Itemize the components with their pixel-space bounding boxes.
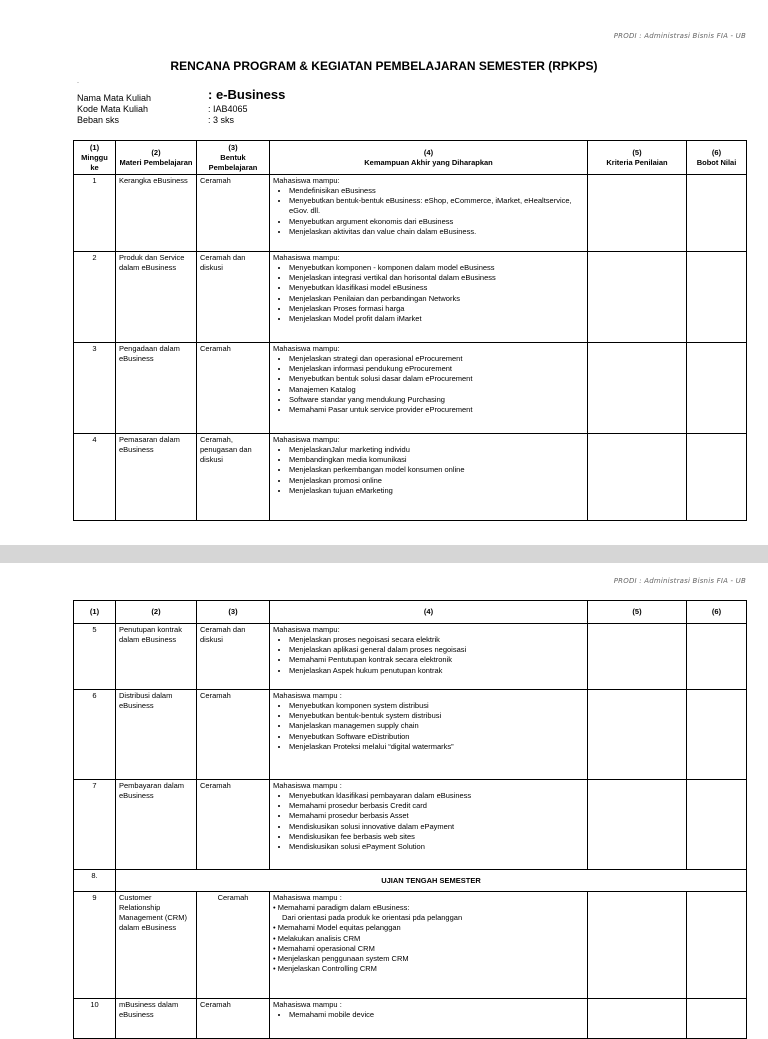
table-row xyxy=(74,690,747,780)
kemampuan-item: • Menjelaskan aplikasi general dalam proses negoisasi xyxy=(289,645,584,655)
course-sks-value: : 3 sks xyxy=(208,115,235,125)
materi-cell: Kerangka eBusiness xyxy=(116,175,197,252)
kemampuan-list xyxy=(273,186,584,237)
kemampuan-item: • Memahami operasional CRM xyxy=(273,944,584,954)
materi-cell: Pembayaran dalam eBusiness xyxy=(116,780,197,870)
table-1-body xyxy=(74,175,747,521)
header-bentuk-num: (3) xyxy=(228,142,238,152)
kemampuan-item: • Memahami prosedur berbasis Credit card xyxy=(289,801,584,811)
week-cell: 4 xyxy=(74,434,116,521)
header-materi xyxy=(116,141,197,175)
kriteria-cell xyxy=(588,999,687,1039)
kemampuan-item: • Menyebutkan klasifikasi pembayaran dalam eBusiness xyxy=(289,791,584,801)
kemampuan-intro: Mahasiswa mampu : xyxy=(273,1000,342,1009)
kemampuan-item: • MenjelaskanJalur marketing individu xyxy=(289,445,584,455)
kriteria-cell xyxy=(588,624,687,690)
metode-cell: Ceramah xyxy=(197,780,270,870)
header-materi-num: (2) xyxy=(151,147,161,157)
kemampuan-list xyxy=(273,635,584,676)
kemampuan-item: • Menjelaskan Proses formasi harga xyxy=(289,304,584,314)
kemampuan-cell xyxy=(270,999,588,1039)
materi-cell: Customer Relationship Management (CRM) dalam eBusiness xyxy=(116,892,197,999)
kemampuan-cell xyxy=(270,892,588,999)
kemampuan-item: • Menyebutkan Software eDistribution xyxy=(289,732,584,742)
bobot-cell xyxy=(687,343,747,434)
table-row xyxy=(74,343,747,434)
materi-cell: Pengadaan dalam eBusiness xyxy=(116,343,197,434)
kemampuan-item: • Memahami Pasar untuk service provider eProcurement xyxy=(289,405,584,415)
metode-cell: Ceramah dan diskusi xyxy=(197,624,270,690)
kriteria-cell xyxy=(588,780,687,870)
bobot-cell xyxy=(687,690,747,780)
table-row xyxy=(74,252,747,343)
header-note-page2: PRODI : Administrasi Bisnis FIA - UB xyxy=(613,577,746,585)
kemampuan-intro: Mahasiswa mampu: xyxy=(273,625,340,634)
kemampuan-intro: Mahasiswa mampu: xyxy=(273,176,340,185)
kemampuan-item: • Mendiskusikan fee berbasis web sites xyxy=(289,832,584,842)
header-week-text1: Minggu xyxy=(81,152,108,162)
rpkps-table-2 xyxy=(73,600,747,1039)
metode-cell: Ceramah xyxy=(197,343,270,434)
kemampuan-item: • Menjelaskan integrasi vertikal dan horisontal dalam eBusiness xyxy=(289,273,584,283)
kemampuan-intro: Mahasiswa mampu : xyxy=(273,893,342,902)
week-cell: 10 xyxy=(74,999,116,1039)
course-name-value: : e-Business xyxy=(208,87,286,102)
bobot-cell xyxy=(687,624,747,690)
week-cell: 6 xyxy=(74,690,116,780)
header-kriteria-text: Kriteria Penilaian xyxy=(606,157,668,167)
header-bobot-text: Bobot Nilai xyxy=(696,157,737,167)
course-code-value: : IAB4065 xyxy=(208,104,248,114)
kemampuan-item: • Software standar yang mendukung Purchasing xyxy=(289,395,584,405)
page-2 xyxy=(0,563,768,1024)
week-cell: 3 xyxy=(74,343,116,434)
header-bentuk-text: Bentuk Pembelajaran xyxy=(208,152,258,172)
kemampuan-list xyxy=(273,701,584,752)
kriteria-cell xyxy=(588,690,687,780)
kemampuan-cell xyxy=(270,780,588,870)
header-kemampuan-num: (4) xyxy=(423,147,434,157)
week-cell: 1 xyxy=(74,175,116,252)
metode-cell: Ceramah xyxy=(197,175,270,252)
table-row xyxy=(74,999,747,1039)
materi-cell: Pemasaran dalam eBusiness xyxy=(116,434,197,521)
kriteria-cell xyxy=(588,175,687,252)
rpkps-table-1 xyxy=(73,140,747,521)
kemampuan-item: • Mendefinisikan eBusiness xyxy=(289,186,584,196)
kriteria-cell xyxy=(588,434,687,521)
kemampuan-item: • Menjelaskan Model profit dalam iMarket xyxy=(289,314,584,324)
metode-cell: Ceramah xyxy=(197,690,270,780)
small-dot: · xyxy=(77,80,79,86)
bobot-cell xyxy=(687,780,747,870)
header2-col5: (5) xyxy=(588,601,687,624)
kemampuan-cell xyxy=(270,252,588,343)
metode-cell: Ceramah xyxy=(197,999,270,1039)
header2-col2: (2) xyxy=(116,601,197,624)
course-name-label: Nama Mata Kuliah xyxy=(77,93,152,103)
bobot-cell xyxy=(687,252,747,343)
materi-cell: Produk dan Service dalam eBusiness xyxy=(116,252,197,343)
kemampuan-item: • Menjelaskan promosi online xyxy=(289,476,584,486)
header2-col4: (4) xyxy=(270,601,588,624)
kemampuan-item: • Manjelaskan managemen supply chain xyxy=(289,721,584,731)
kemampuan-item: • Membandingkan media komunikasi xyxy=(289,455,584,465)
course-sks-label: Beban sks xyxy=(77,115,120,125)
kemampuan-list xyxy=(273,1010,584,1020)
kemampuan-item: • Mendiskusikan solusi ePayment Solution xyxy=(289,842,584,852)
kemampuan-cell xyxy=(270,343,588,434)
kemampuan-cell xyxy=(270,175,588,252)
header-kriteria-num: (5) xyxy=(632,147,642,157)
kemampuan-item: • Menyebutkan argument ekonomis dari eBusiness xyxy=(289,217,584,227)
kemampuan-intro: Mahasiswa mampu: xyxy=(273,253,340,262)
header-bentuk xyxy=(197,141,270,175)
kemampuan-list xyxy=(273,791,584,852)
kemampuan-item: • Menyebutkan komponen system distribusi xyxy=(289,701,584,711)
kemampuan-cell xyxy=(270,434,588,521)
kemampuan-list xyxy=(273,354,584,415)
header-kriteria xyxy=(588,141,687,175)
kemampuan-item: • Menyebutkan bentuk-bentuk system distribusi xyxy=(289,711,584,721)
kemampuan-item: • Memahami Model equitas pelanggan xyxy=(273,923,584,933)
header-week-num: (1) xyxy=(89,142,100,152)
kemampuan-intro: Mahasiswa mampu : xyxy=(273,781,342,790)
kemampuan-item: • Menjelaskan aktivitas dan value chain dalam eBusiness. xyxy=(289,227,584,237)
kemampuan-item: • Menjelaskan Proteksi melalui “digital watermarks” xyxy=(289,742,584,752)
metode-cell: Ceramah xyxy=(197,892,270,999)
kemampuan-item: • Menjelaskan Aspek hukum penutupan kontrak xyxy=(289,666,584,676)
kemampuan-item: • Menyebutkan bentuk-bentuk eBusiness: eShop, eCommerce, iMarket, eHealtservice, eGov. dll. xyxy=(289,196,584,216)
kriteria-cell xyxy=(588,892,687,999)
kemampuan-item: • Menjelaskan tujuan eMarketing xyxy=(289,486,584,496)
kemampuan-item: • Memahami Pentutupan kontrak secara elektronik xyxy=(289,655,584,665)
materi-cell: mBusiness dalam eBusiness xyxy=(116,999,197,1039)
uts-text-cell: UJIAN TENGAH SEMESTER xyxy=(116,870,747,892)
kemampuan-item: • Memahami mobile device xyxy=(289,1010,584,1020)
header2-col1: (1) xyxy=(74,601,116,624)
uts-week-cell: 8. xyxy=(74,870,116,892)
kemampuan-intro: Mahasiswa mampu: xyxy=(273,344,340,353)
kemampuan-item: • Melakukan analisis CRM xyxy=(273,934,584,944)
header-week-text2: ke xyxy=(90,162,99,172)
kemampuan-item: • Menjelaskan Penilaian dan perbandingan Networks xyxy=(289,294,584,304)
kemampuan-item: • Manajemen Katalog xyxy=(289,385,584,395)
header-note: PRODI : Administrasi Bisnis FIA - UB xyxy=(613,32,746,40)
kemampuan-list xyxy=(273,445,584,496)
header2-col6: (6) xyxy=(687,601,747,624)
page-gap xyxy=(0,545,768,563)
kemampuan-subline: Dari orientasi pada produk ke orientasi pda pelanggan xyxy=(282,913,463,923)
metode-cell: Ceramah dan diskusi xyxy=(197,252,270,343)
kemampuan-list xyxy=(273,903,584,974)
metode-cell: Ceramah, penugasan dan diskusi xyxy=(197,434,270,521)
table-row xyxy=(74,434,747,521)
kemampuan-list xyxy=(273,263,584,324)
week-cell: 2 xyxy=(74,252,116,343)
header-bobot xyxy=(687,141,747,175)
kemampuan-item: • Memahami paradigm dalam eBusiness: xyxy=(273,903,584,913)
document-title: RENCANA PROGRAM & KEGIATAN PEMBELAJARAN SEMESTER (RPKPS) xyxy=(170,59,598,73)
kemampuan-intro: Mahasiswa mampu : xyxy=(273,691,342,700)
kemampuan-item: • Menjelaskan strategi dan operasional eProcurement xyxy=(289,354,584,364)
kriteria-cell xyxy=(588,252,687,343)
kemampuan-item: • Menjelaskan informasi pendukung eProcurement xyxy=(289,364,584,374)
table-row xyxy=(74,175,747,252)
kemampuan-item: • Menyebutkan komponen - komponen dalam model eBusiness xyxy=(289,263,584,273)
header-materi-text: Materi Pembelajaran xyxy=(119,157,193,167)
kemampuan-item: • Menjelaskan penggunaan system CRM xyxy=(273,954,584,964)
bobot-cell xyxy=(687,434,747,521)
bobot-cell xyxy=(687,175,747,252)
materi-cell: Penutupan kontrak dalam eBusiness xyxy=(116,624,197,690)
kriteria-cell xyxy=(588,343,687,434)
kemampuan-item: • Menyebutkan bentuk solusi dasar dalam eProcurement xyxy=(289,374,584,384)
bobot-cell xyxy=(687,999,747,1039)
header-kemampuan xyxy=(270,141,588,175)
kemampuan-item: • Menjelaskan Controlling CRM xyxy=(273,964,584,974)
bobot-cell xyxy=(687,892,747,999)
kemampuan-cell xyxy=(270,690,588,780)
header-kemampuan-text: Kemampuan Akhir yang Diharapkan xyxy=(364,157,493,167)
header2-col3: (3) xyxy=(197,601,270,624)
table-row xyxy=(74,624,747,690)
week-cell: 5 xyxy=(74,624,116,690)
table-2-body xyxy=(74,624,747,1039)
course-code-label: Kode Mata Kuliah xyxy=(77,104,149,114)
header-bobot-num: (6) xyxy=(711,147,722,157)
week-cell: 9 xyxy=(74,892,116,999)
kemampuan-cell xyxy=(270,624,588,690)
kemampuan-item: • Memahami prosedur berbasis Asset xyxy=(289,811,584,821)
kemampuan-intro: Mahasiswa mampu: xyxy=(273,435,340,444)
header-week xyxy=(74,141,116,175)
kemampuan-item: • Mendiskusikan solusi innovative dalam ePayment xyxy=(289,822,584,832)
table-row xyxy=(74,780,747,870)
kemampuan-item: • Menyebutkan klasifikasi model eBusiness xyxy=(289,283,584,293)
kemampuan-item: • Menjelaskan proses negoisasi secara elektrik xyxy=(289,635,584,645)
kemampuan-item: • Menjelaskan perkembangan model konsumen online xyxy=(289,465,584,475)
materi-cell: Distribusi dalam eBusiness xyxy=(116,690,197,780)
uts-row xyxy=(74,870,747,892)
week-cell: 7 xyxy=(74,780,116,870)
table-row xyxy=(74,892,747,999)
